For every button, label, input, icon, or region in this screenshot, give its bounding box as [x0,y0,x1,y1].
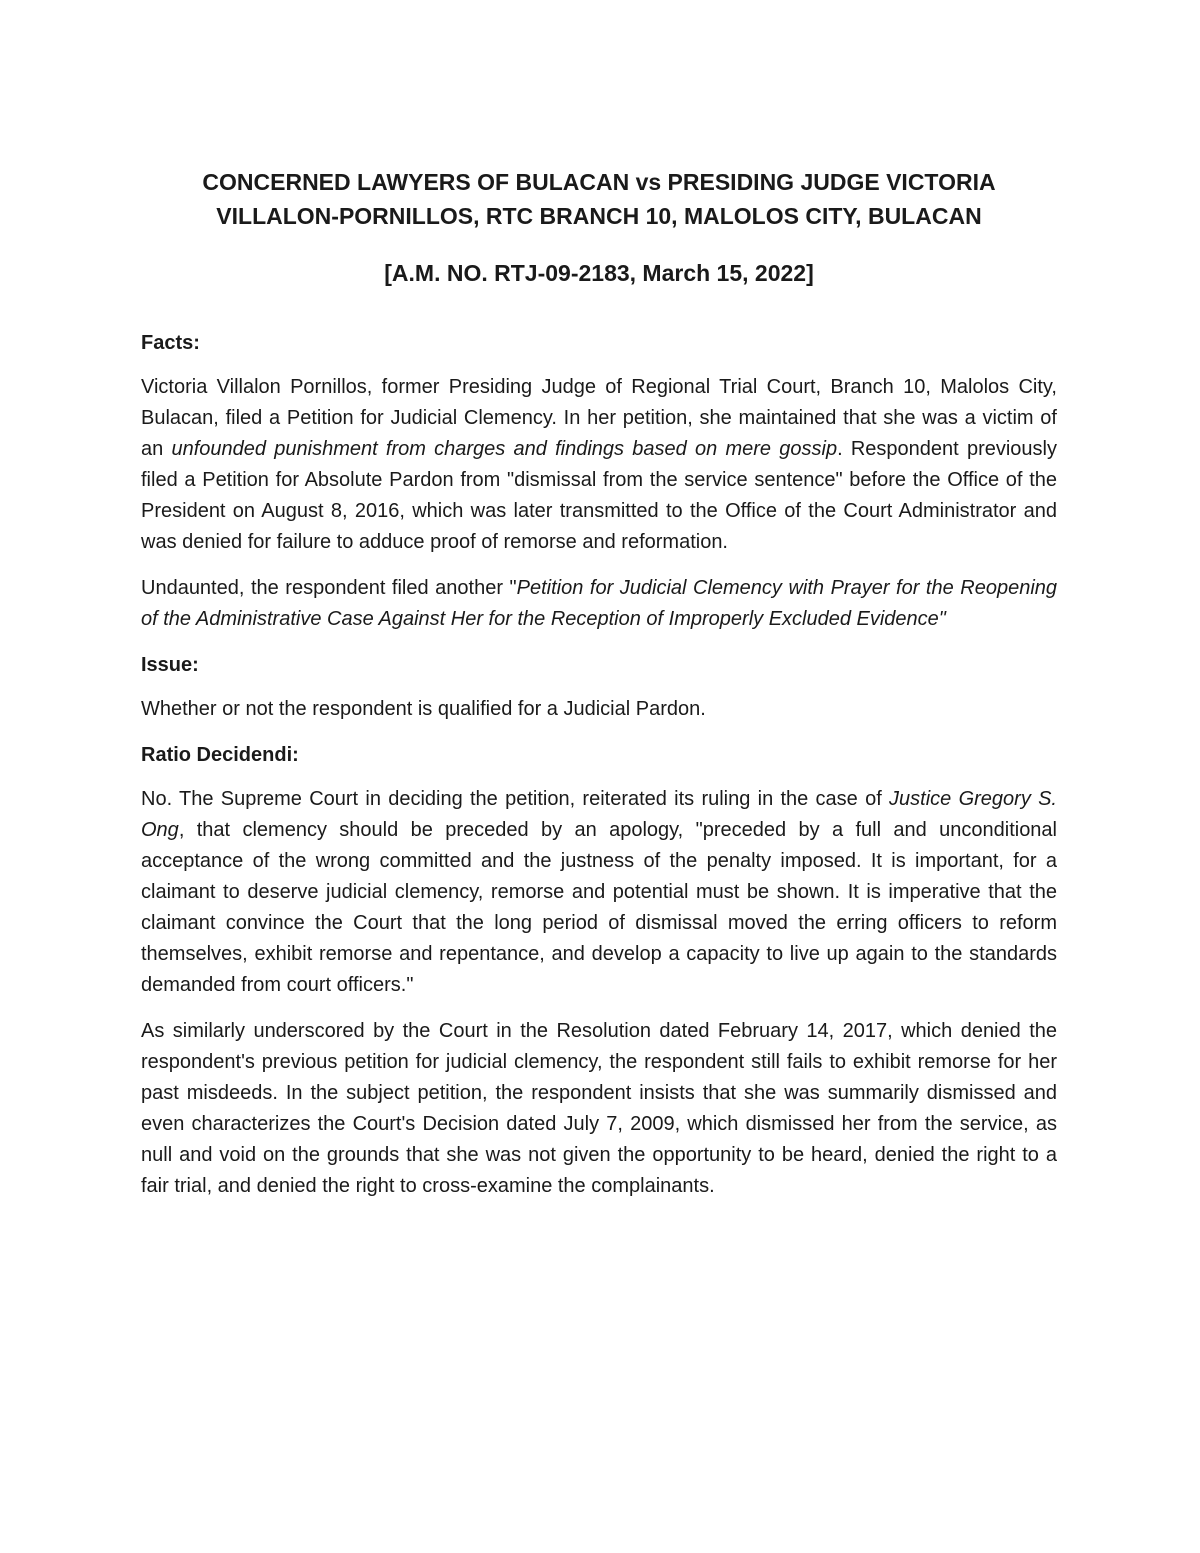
title-line-2: VILLALON-PORNILLOS, RTC BRANCH 10, MALOLOS CITY, BULACAN [216,203,982,229]
facts-p2-text-a: Undaunted, the respondent filed another " [141,577,517,599]
ratio-heading: Ratio Decidendi: [141,744,299,766]
ratio-p1-text-a: No. The Supreme Court in deciding the petition, reiterated its ruling in the case of [141,788,890,810]
document-title [141,165,1057,233]
facts-p1-text-b: . Respondent previously filed a Petition for Absolute Pardon from "dismissal from the service sentence" before the Office of the President on August 8, 2016, which was later transmitted to the Office of the Court Administrator and was denied for failure to adduce proof of remorse and reformation. [141,438,1057,553]
ratio-paragraph-2: As similarly underscored by the Court in the Resolution dated February 14, 2017, which denied the respondent's previous petition for judicial clemency, the respondent still fails to exhibit remorse for her past misdeeds. In the subject petition, the respondent insists that she was summarily dismissed and even characterizes the Court's Decision dated July 7, 2009, which dismissed her from the service, as null and void on the grounds that she was not given the opportunity to be heard, denied the right to a fair trial, and denied the right to cross-examine the complainants. [141,1020,1057,1197]
ratio-p1-text-b: , that clemency should be preceded by an apology, "preceded by a full and unconditional acceptance of the wrong committed and the justness of the penalty imposed. It is important, for a claimant to deserve judicial clemency, remorse and potential must be shown. It is imperative that the claimant convince the Court that the long period of dismissal moved the erring officers to reform themselves, exhibit remorse and repentance, and develop a capacity to live up again to the standards demanded from court officers." [141,819,1057,996]
facts-p2-italic: Petition for Judicial Clemency with Prayer for the Reopening of the Administrative Case Against Her for the Reception of Improperly Excluded Evidence" [141,577,1058,630]
issue-paragraph: Whether or not the respondent is qualified for a Judicial Pardon. [141,698,706,720]
issue-heading: Issue: [141,654,199,676]
ratio-paragraph-1 [141,784,1057,1001]
facts-paragraph-1 [141,372,1057,558]
case-number: [A.M. NO. RTJ-09-2183, March 15, 2022] [384,260,814,286]
ratio-p1-italic: Justice Gregory S. Ong [141,788,1057,841]
document-page [141,165,1057,1202]
facts-p1-text-a: Victoria Villalon Pornillos, former Presiding Judge of Regional Trial Court, Branch 10, Malolos City, Bulacan, filed a Petition for Judicial Clemency. In her petition, she maintained that she was a victim of an [141,376,1057,460]
title-line-1: CONCERNED LAWYERS OF BULACAN vs PRESIDING JUDGE VICTORIA [202,169,996,195]
facts-paragraph-2 [141,573,1057,635]
facts-heading: Facts: [141,332,200,354]
facts-p1-italic: unfounded punishment from charges and findings based on mere gossip [171,438,838,460]
